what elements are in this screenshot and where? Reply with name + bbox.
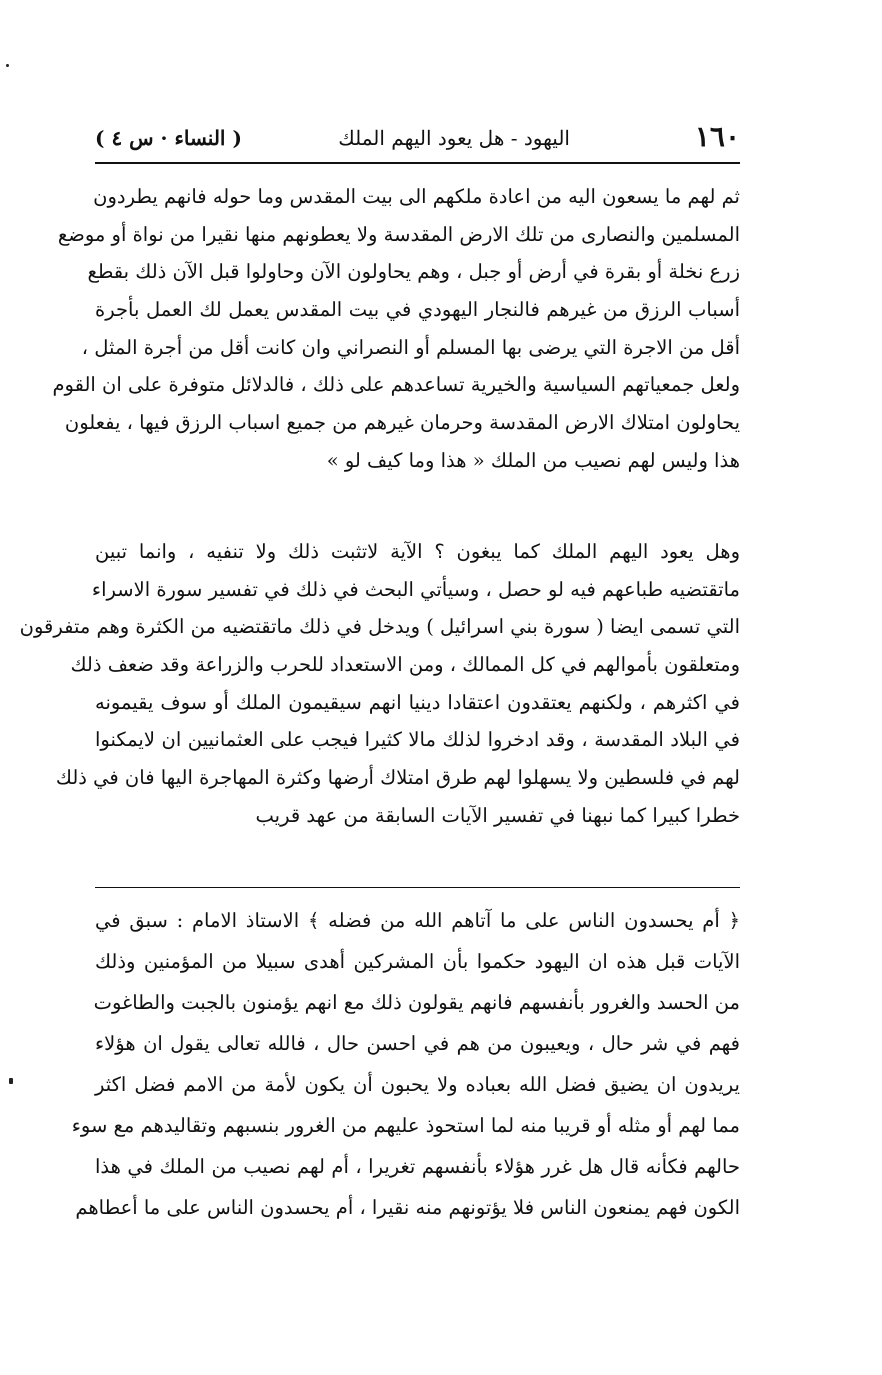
paragraph-3 — [71, 900, 740, 1228]
text-line: يريدون ان يضيق فضل الله بعباده ولا يحبون أن يكون لأمة من الامم فضل اكثر — [95, 1073, 740, 1096]
text-line: خطرا كبيرا كما نبهنا في تفسير الآيات السابقة من عهد قريب — [255, 803, 740, 827]
text-line: مما لهم أو مثله أو قريبا منه لما استحوذ عليهم من الغرور بنسبهم وتقاليدهم مع سوء — [71, 1114, 740, 1137]
text-line: في البلاد المقدسة ، وقد ادخروا لذلك مالا كثيرا فيجب على العثمانيين ان لايمكنوا — [95, 728, 740, 752]
scan-speck — [9, 1078, 13, 1084]
text-line: وهل يعود اليهم الملك كما يبغون ؟ الآية لاتثبت ذلك ولا تنفيه ، وانما تبين — [95, 540, 740, 563]
text-line: ماتقتضيه طباعهم فيه لو حصل ، وسيأتي البحث في ذلك في تفسير سورة الاسراء — [91, 577, 740, 601]
text-line: فهم في شر حال ، ويعيبون من هم في احسن حال ، فالله تعالى يقول ان هؤلاء — [95, 1032, 740, 1055]
text-line: ﴿ أم يحسدون الناس على ما آتاهم الله من فضله ﴾ الاستاذ الامام : سبق في — [95, 909, 740, 932]
sura-reference: ( النساء · س ٤ ) — [95, 126, 242, 150]
paragraph-1 — [52, 178, 740, 480]
text-line: المسلمين والنصارى من تلك الارض المقدسة ولا يعطونهم منها نقيرا من نواة أو موضع — [57, 222, 740, 246]
text-line: من الحسد والغرور بأنفسهم فانهم يقولون ذلك مع انهم يؤمنون بالجبت والطاغوت — [93, 991, 740, 1014]
text-line: ثم لهم ما يسعون اليه من اعادة ملكهم الى بيت المقدس وما حوله فانهم يطردون — [93, 185, 740, 208]
text-line: لهم في فلسطين ولا يسهلوا لهم طرق امتلاك أرضها وكثرة المهاجرة اليها فان في ذلك — [55, 766, 740, 790]
text-line: ومتعلقون بأموالهم في كل الممالك ، ومن الاستعداد للحرب والزراعة وقد ضعف ذلك — [70, 653, 740, 677]
text-line: يحاولون امتلاك الارض المقدسة وحرمان غيرهم من جميع اسباب الرزق فيها ، يفعلون — [64, 411, 740, 435]
text-line: حالهم فكأنه قال هل غرر هؤلاء بأنفسهم تغريرا ، أم لهم نصيب من الملك في هذا — [95, 1155, 740, 1178]
text-line: هذا وليس لهم نصيب من الملك « هذا وما كيف لو » — [326, 448, 740, 472]
text-line: في اكثرهم ، ولكنهم يعتقدون اعتقادا دينيا انهم سيقيمون الملك أو سوف يقيمونه — [95, 690, 740, 714]
text-line: ولعل جمعياتهم السياسية والخيرية تساعدهم على ذلك ، فالدلائل متوفرة على ان القوم — [52, 373, 740, 397]
text-line: التي تسمى ايضا ( سورة بني اسرائيل ) ويدخل في ذلك ماتقتضيه من الكثرة وهم متفرقون — [19, 615, 740, 639]
section-divider — [95, 887, 740, 888]
text-line: زرع نخلة أو بقرة في أرض أو جبل ، وهم يحاولون الآن وحاولوا قبل الآن ذلك بقطع — [87, 260, 740, 284]
page-number: ١٦٠ — [694, 120, 740, 153]
text-line: أسباب الرزق من غيرهم فالنجار اليهودي في بيت المقدس يعمل لك العمل بأجرة — [95, 298, 740, 322]
text-line: أقل من الاجرة التي يرضى بها المسلم أو النصراني وان كانت أقل من أجرة المثل ، — [81, 335, 740, 359]
running-title: اليهود - هل يعود اليهم الملك — [338, 126, 570, 150]
text-line: الآيات قبل هذه ان اليهود حكموا بأن المشركين أهدى سبيلا من المؤمنين وذلك — [95, 950, 740, 973]
scan-speck — [6, 64, 9, 67]
page-header — [95, 120, 740, 160]
header-rule — [95, 162, 740, 164]
text-line: الكون فهم يمنعون الناس فلا يؤتونهم منه نقيرا ، أم يحسدون الناس على ما أعطاهم — [75, 1196, 740, 1219]
paragraph-2 — [19, 533, 740, 835]
